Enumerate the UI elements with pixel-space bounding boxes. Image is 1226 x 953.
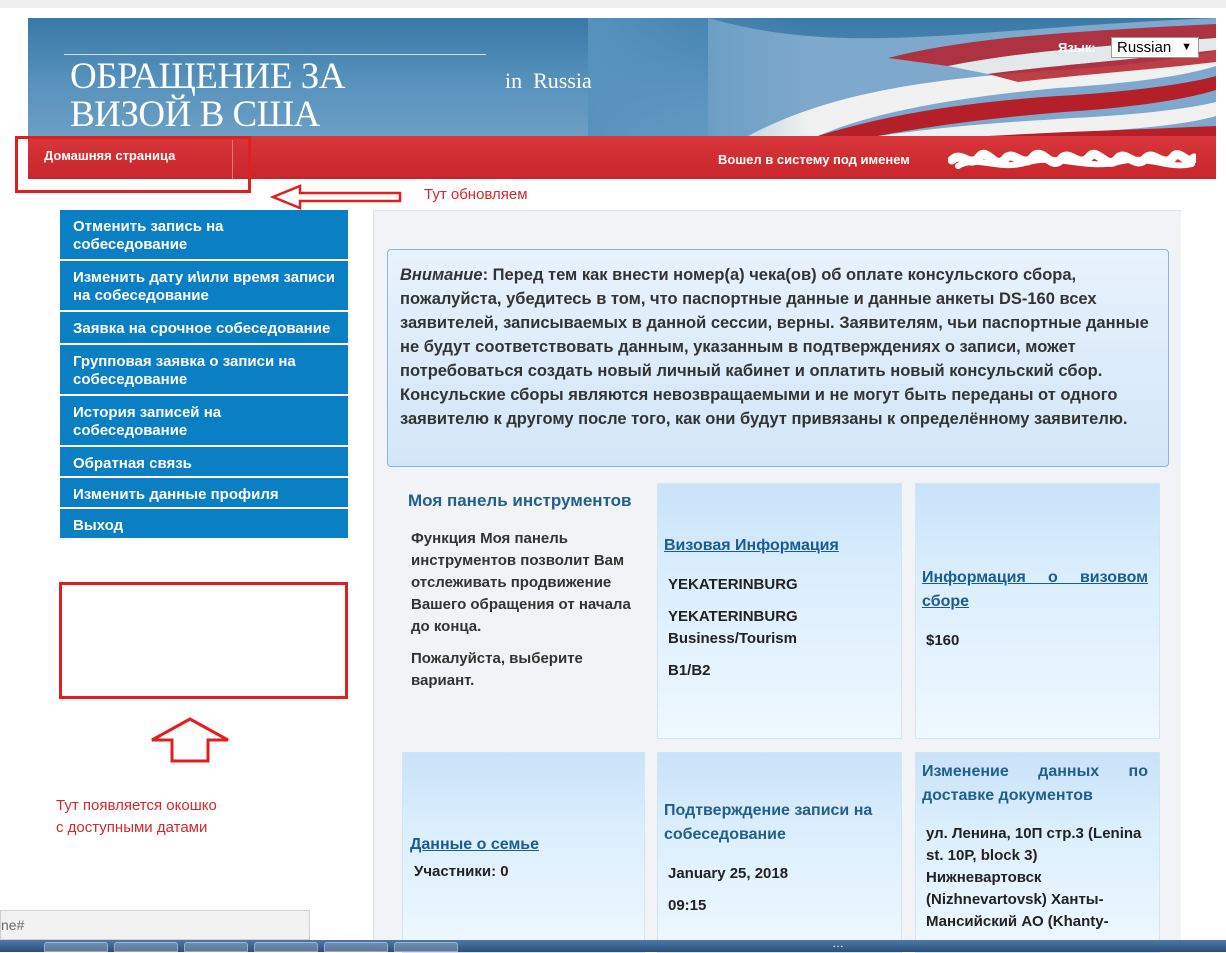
language-select-value: Russian — [1117, 39, 1172, 56]
us-flag-image — [588, 18, 1216, 136]
dashboard-description: Функция Моя панель инструментов позволит Вам отслеживать продвижение Вашего обращения от начала до конца. — [411, 530, 631, 635]
taskbar-button[interactable] — [44, 942, 108, 952]
notice-emphasis: Внимание — [400, 266, 483, 284]
page-title-line1: ОБРАЩЕНИЕ ЗА — [70, 56, 346, 97]
sidebar-item-logout[interactable]: Выход — [60, 509, 348, 540]
language-select[interactable] — [1111, 37, 1199, 58]
taskbar-button[interactable] — [114, 942, 178, 952]
taskbar-button[interactable] — [254, 942, 318, 952]
visa-info-tile[interactable] — [657, 483, 902, 739]
family-tile[interactable] — [402, 752, 645, 953]
visa-info-post-line1: YEKATERINBURG — [668, 608, 798, 625]
logged-in-label: Вошел в систему под именем — [718, 152, 910, 167]
dashboard-intro — [408, 488, 638, 692]
sidebar-menu — [60, 210, 348, 540]
taskbar-button[interactable] — [394, 942, 458, 952]
visa-fee-amount: $160 — [926, 632, 960, 649]
sidebar-item-group-appointment[interactable]: Групповая заявка о записи на собеседование — [60, 345, 348, 396]
visa-info-post-line2: Business/Tourism — [668, 630, 797, 647]
arrow-left-icon — [270, 184, 402, 210]
document-delivery-address: ул. Ленина, 10П стр.3 (Lenina st. 10P, block 3) Нижневартовск (Nizhnevartovsk) Ханты-Мансийский АО (Khanty- — [926, 825, 1142, 930]
annotation-dates-box — [59, 582, 348, 699]
sidebar-item-expedited-appointment[interactable]: Заявка на срочное собеседование — [60, 312, 348, 345]
visa-fee-link[interactable]: Информация о визовом сборе — [922, 569, 1148, 610]
family-data-link[interactable]: Данные о семье — [410, 836, 540, 853]
status-bar-url: ne# — [0, 910, 310, 940]
taskbar-button[interactable] — [324, 942, 388, 952]
sidebar-item-edit-profile[interactable]: Изменить данные профиля — [60, 478, 348, 509]
visa-info-city: YEKATERINBURG — [668, 576, 798, 593]
sidebar-item-feedback[interactable]: Обратная связь — [60, 447, 348, 478]
attention-notice — [387, 249, 1169, 467]
annotation-home-box — [15, 136, 251, 193]
annotation-dates-note — [56, 795, 217, 839]
page-title-line2: ВИЗОЙ В США — [70, 94, 320, 135]
appointment-date: January 25, 2018 — [668, 865, 789, 882]
sidebar-item-reschedule-appointment[interactable]: Изменить дату и\или время записи на собеседование — [60, 261, 348, 312]
browser-top-strip — [0, 0, 1226, 8]
visa-info-link[interactable]: Визовая Информация — [664, 537, 839, 554]
appointment-confirmation-title[interactable]: Подтверждение записи на собеседование — [664, 802, 873, 843]
dashboard-title: Моя панель инструментов — [408, 491, 632, 510]
taskbar-button[interactable] — [184, 942, 248, 952]
document-delivery-title[interactable]: Изменение данных по доставке документов — [922, 763, 1148, 804]
redacted-username — [948, 146, 1196, 176]
header-rule — [64, 54, 486, 55]
arrow-up-icon — [148, 716, 232, 764]
notice-text: : Перед тем как внести номер(а) чека(ов) об оплате консульского сбора, пожалуйста, убедитесь в том, что паспортные данные и данные анкеты DS-160 всех заявителей, записываемых в данной сессии, верны. Заявителям, чьи паспортные данные не будут соответствовать данным, указанным в подтверждениях о записи, может потребоваться создать новый личный кабинет и оплатить новый консульский сбор. Консульские сборы являются невозвращаемыми и не могут быть переданы от одного заявителю к другому после того, как они будут привязаны к определённому заявителю. — [400, 266, 1149, 428]
country-subtitle: in Russia — [505, 68, 592, 93]
chevron-down-icon: ▼ — [1181, 41, 1192, 53]
home-page-link[interactable]: Домашняя страница — [28, 140, 233, 179]
visa-info-class: B1/B2 — [668, 662, 711, 679]
sidebar-item-appointment-history[interactable]: История записей на собеседование — [60, 396, 348, 447]
annotation-home-note: Тут обновляем — [424, 186, 528, 203]
dashboard-prompt: Пожалуйста, выберите вариант. — [411, 650, 583, 689]
appointment-confirmation-tile[interactable] — [657, 752, 902, 953]
taskbar-overflow-icon[interactable]: … — [832, 936, 844, 950]
sidebar-item-cancel-appointment[interactable]: Отменить запись на собеседование — [60, 210, 348, 261]
document-delivery-tile[interactable] — [915, 752, 1160, 953]
annotation-dates-note-line2: с доступными датами — [56, 819, 208, 836]
visa-fee-tile[interactable] — [915, 483, 1160, 739]
page-title — [70, 58, 430, 134]
annotation-dates-note-line1: Тут появляется окошко — [56, 797, 217, 814]
main-content — [373, 210, 1181, 952]
appointment-time: 09:15 — [668, 897, 707, 914]
family-members-count: Участники: 0 — [414, 863, 509, 880]
windows-taskbar — [0, 936, 1226, 952]
language-label: Язык: — [1058, 40, 1096, 55]
header-banner — [28, 18, 1216, 136]
